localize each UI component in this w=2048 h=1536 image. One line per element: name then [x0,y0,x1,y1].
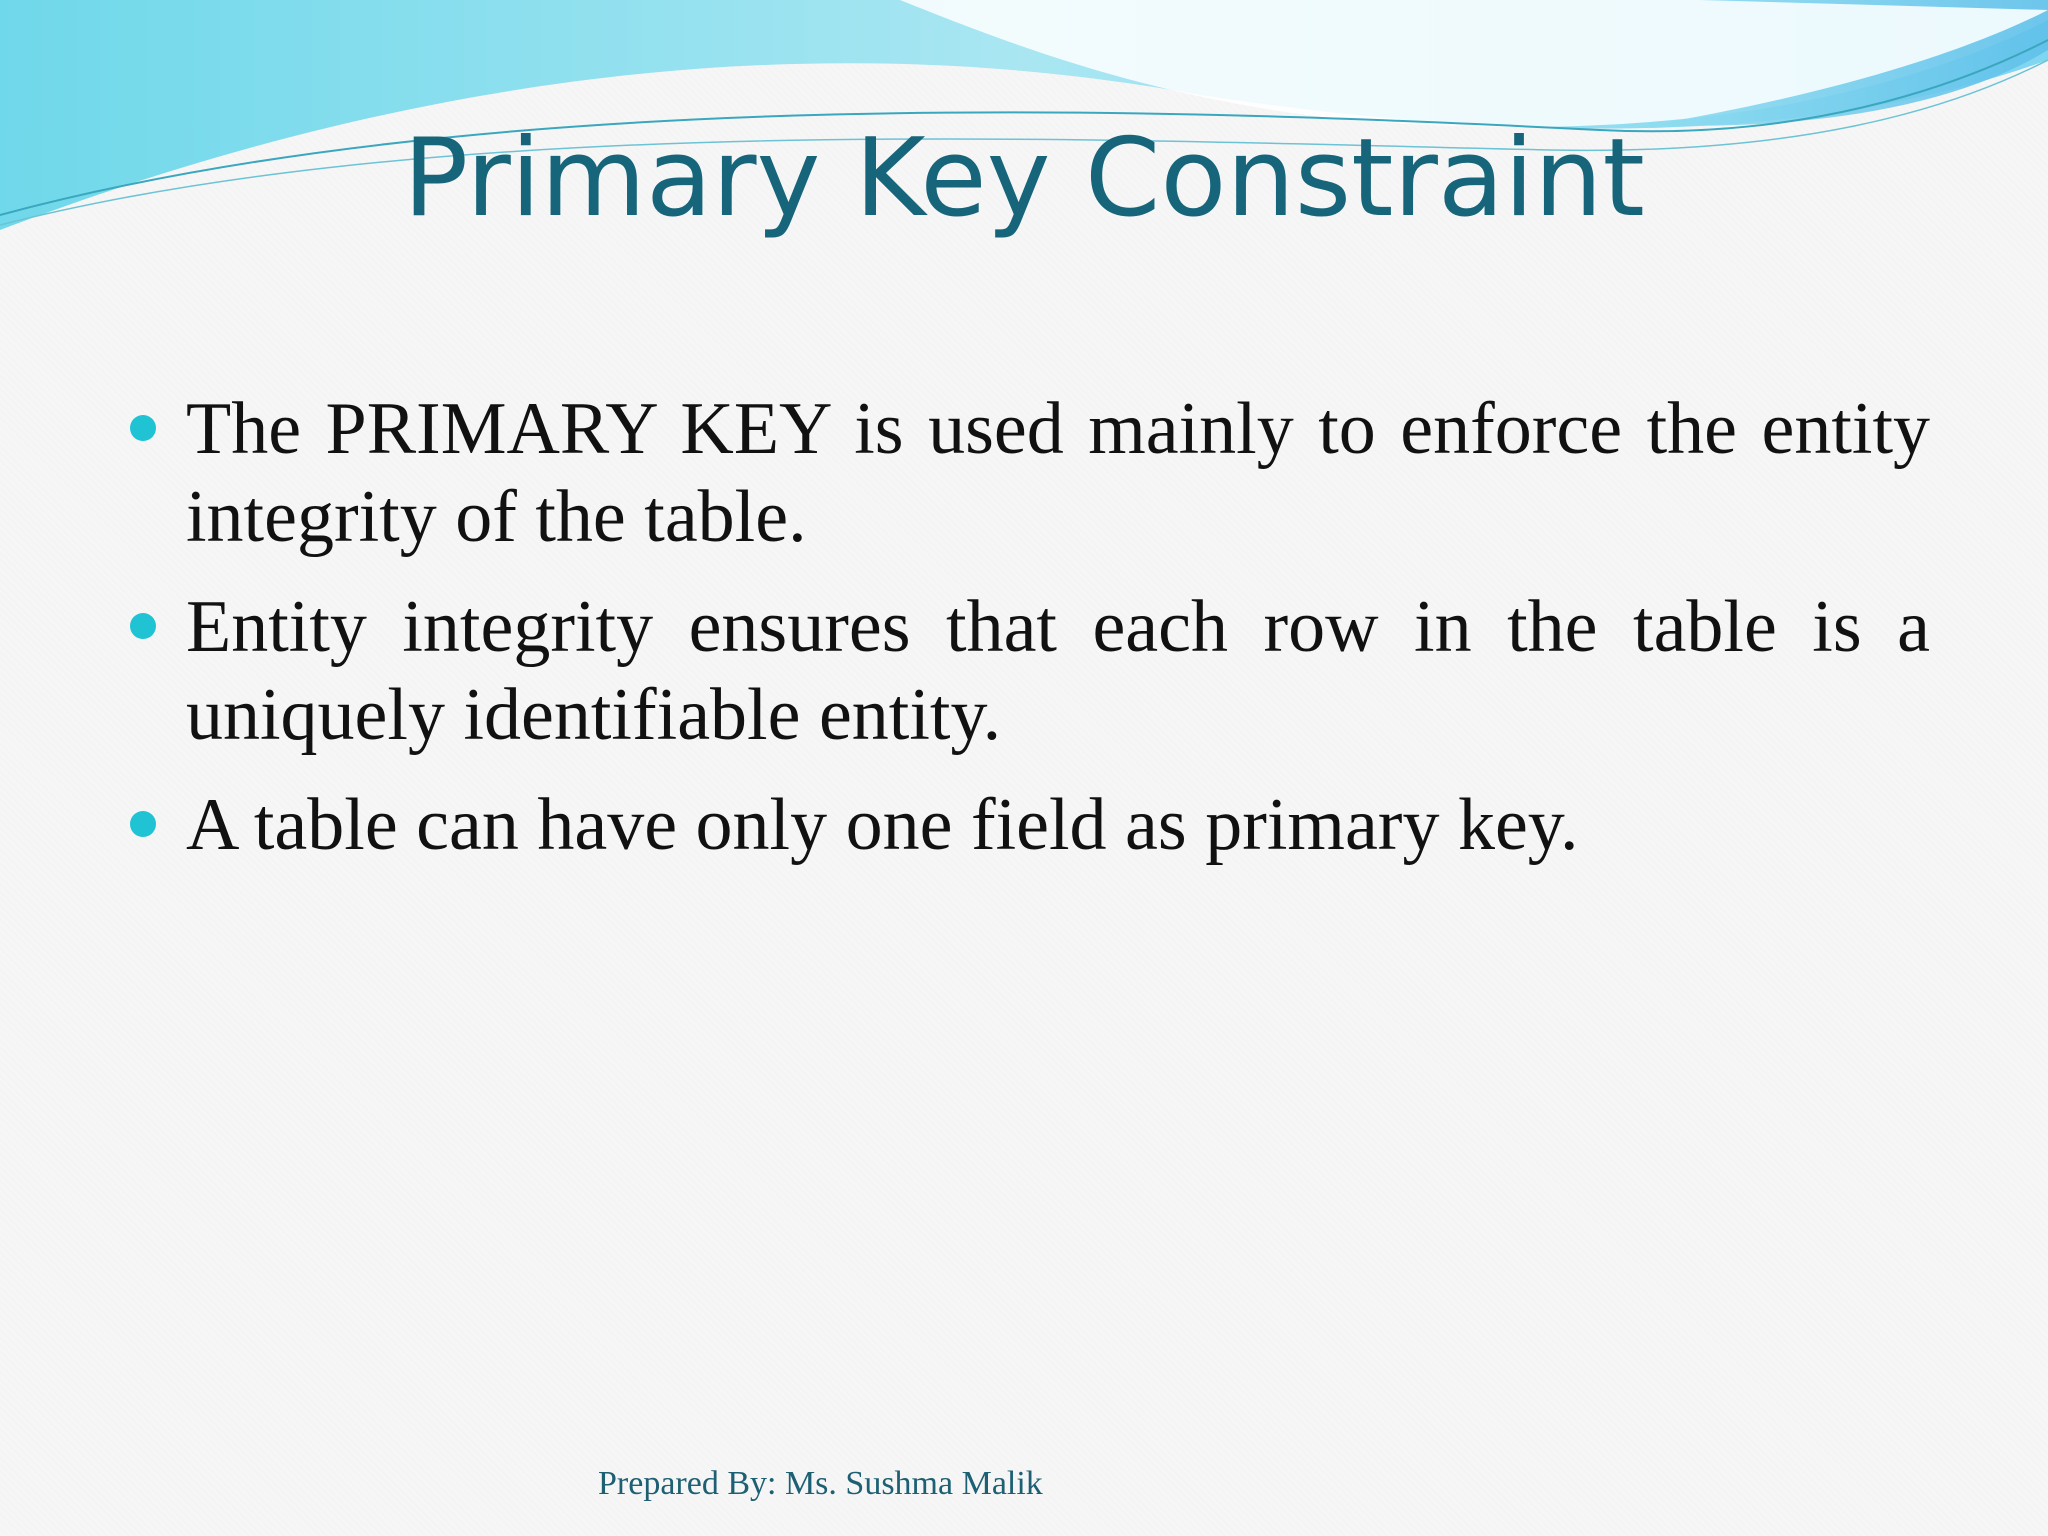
bullet-item-1 [130,385,1930,561]
bullet-dot-icon [130,415,156,441]
bullet-item-3 [130,781,1930,869]
bullet-text-3: A table can have only one field as primary key. [186,784,1579,866]
bullet-dot-icon [130,811,156,837]
bullet-text-2: Entity integrity ensures that each row in the table is a uniquely identifiable entity. [186,586,1930,756]
slide-title: Primary Key Constraint [403,116,1645,241]
bullet-list [130,385,1930,891]
bullet-text-1: The PRIMARY KEY is used mainly to enforce the entity integrity of the table. [186,388,1930,558]
footer-credit: Prepared By: Ms. Sushma Malik [598,1465,1043,1502]
bullet-dot-icon [130,613,156,639]
bullet-item-2 [130,583,1930,759]
